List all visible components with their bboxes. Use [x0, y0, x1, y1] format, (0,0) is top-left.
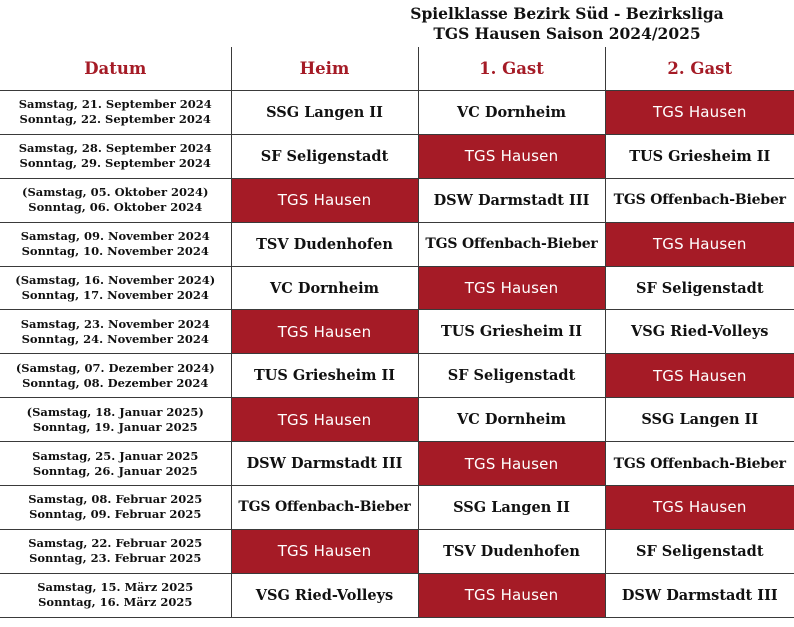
gast1-team-cell: TSV Dudenhofen [418, 529, 605, 573]
table-row [0, 354, 794, 398]
gast1-team-cell: TGS Hausen [418, 266, 605, 310]
date-cell [0, 266, 231, 310]
gast2-team-cell: TUS Griesheim II [605, 134, 794, 178]
heim-team-cell: DSW Darmstadt III [231, 442, 418, 486]
gast2-team-cell: TGS Offenbach-Bieber [605, 442, 794, 486]
date-sunday: Sonntag, 09. Februar 2025 [29, 507, 202, 522]
header-row [0, 47, 794, 91]
date-saturday: Samstag, 22. Februar 2025 [28, 536, 203, 551]
schedule-table [0, 47, 794, 618]
gast1-team-cell: SF Seligenstadt [418, 354, 605, 398]
date-saturday: (Samstag, 05. Oktober 2024) [22, 185, 209, 200]
date-saturday: (Samstag, 07. Dezember 2024) [15, 360, 215, 375]
gast1-team-cell: TGS Hausen [418, 573, 605, 617]
heim-team-cell: TGS Hausen [231, 529, 418, 573]
gast1-team-cell: DSW Darmstadt III [418, 178, 605, 222]
schedule-title [402, 4, 732, 44]
date-sunday: Sonntag, 22. September 2024 [19, 112, 211, 127]
heim-team-cell: TUS Griesheim II [231, 354, 418, 398]
heim-team-cell: SSG Langen II [231, 91, 418, 135]
table-row [0, 529, 794, 573]
heim-team-cell: TGS Offenbach-Bieber [231, 486, 418, 530]
gast2-team-cell: TGS Hausen [605, 486, 794, 530]
header-heim: Heim [231, 47, 418, 91]
date-cell [0, 573, 231, 617]
date-saturday: (Samstag, 16. November 2024) [15, 273, 216, 287]
gast2-team-cell: TGS Hausen [605, 222, 794, 266]
gast2-team-cell: SSG Langen II [605, 398, 794, 442]
heim-team-cell: SF Seligenstadt [231, 134, 418, 178]
date-saturday: Samstag, 23. November 2024 [20, 316, 210, 331]
table-row [0, 222, 794, 266]
date-sunday: Sonntag, 08. Dezember 2024 [22, 375, 209, 390]
date-cell [0, 354, 231, 398]
heim-team-cell: TGS Hausen [231, 310, 418, 354]
table-row [0, 91, 794, 135]
gast1-team-cell: VC Dornheim [418, 398, 605, 442]
gast1-team-cell: TGS Hausen [418, 134, 605, 178]
header-datum: Datum [0, 47, 231, 91]
header-gast1: 1. Gast [418, 47, 605, 91]
date-sunday: Sonntag, 06. Oktober 2024 [28, 200, 203, 215]
table-row [0, 486, 794, 530]
title-line-league: Spielklasse Bezirk Süd - Bezirksliga [410, 4, 724, 23]
table-row [0, 573, 794, 617]
date-sunday: Sonntag, 16. März 2025 [38, 595, 193, 610]
heim-team-cell: VC Dornheim [231, 266, 418, 310]
date-sunday: Sonntag, 10. November 2024 [21, 244, 209, 259]
date-saturday: Samstag, 15. März 2025 [37, 580, 194, 595]
gast2-team-cell: TGS Hausen [605, 354, 794, 398]
date-cell [0, 310, 231, 354]
date-sunday: Sonntag, 24. November 2024 [21, 331, 209, 346]
gast2-team-cell: TGS Hausen [605, 91, 794, 135]
date-sunday: Sonntag, 26. Januar 2025 [32, 463, 198, 478]
date-saturday: Samstag, 21. September 2024 [18, 97, 212, 112]
gast2-team-cell: DSW Darmstadt III [605, 573, 794, 617]
date-cell [0, 222, 231, 266]
date-cell [0, 486, 231, 530]
table-row [0, 178, 794, 222]
gast1-team-cell: TGS Offenbach-Bieber [418, 222, 605, 266]
header-gast2: 2. Gast [605, 47, 794, 91]
heim-team-cell: TGS Hausen [231, 398, 418, 442]
date-cell [0, 91, 231, 135]
gast1-team-cell: TUS Griesheim II [418, 310, 605, 354]
gast1-team-cell: SSG Langen II [418, 486, 605, 530]
table-row [0, 442, 794, 486]
gast1-team-cell: VC Dornheim [418, 91, 605, 135]
date-sunday: Sonntag, 17. November 2024 [21, 288, 209, 302]
date-cell [0, 398, 231, 442]
gast1-team-cell: TGS Hausen [418, 442, 605, 486]
date-sunday: Sonntag, 29. September 2024 [19, 156, 211, 171]
table-row [0, 134, 794, 178]
date-saturday: Samstag, 25. Januar 2025 [32, 448, 199, 463]
date-cell [0, 529, 231, 573]
date-saturday: Samstag, 09. November 2024 [20, 229, 210, 244]
gast2-team-cell: SF Seligenstadt [605, 266, 794, 310]
date-sunday: Sonntag, 19. Januar 2025 [32, 419, 198, 434]
date-saturday: (Samstag, 18. Januar 2025) [26, 404, 204, 419]
date-cell [0, 178, 231, 222]
date-saturday: Samstag, 08. Februar 2025 [28, 492, 203, 507]
heim-team-cell: TSV Dudenhofen [231, 222, 418, 266]
date-sunday: Sonntag, 23. Februar 2025 [29, 551, 202, 566]
heim-team-cell: TGS Hausen [231, 178, 418, 222]
date-saturday: Samstag, 28. September 2024 [18, 141, 212, 156]
table-row [0, 398, 794, 442]
gast2-team-cell: SF Seligenstadt [605, 529, 794, 573]
date-cell [0, 134, 231, 178]
title-line-season: TGS Hausen Saison 2024/2025 [433, 24, 701, 43]
gast2-team-cell: VSG Ried-Volleys [605, 310, 794, 354]
date-cell [0, 442, 231, 486]
gast2-team-cell: TGS Offenbach-Bieber [605, 178, 794, 222]
table-row [0, 310, 794, 354]
heim-team-cell: VSG Ried-Volleys [231, 573, 418, 617]
table-row [0, 266, 794, 310]
